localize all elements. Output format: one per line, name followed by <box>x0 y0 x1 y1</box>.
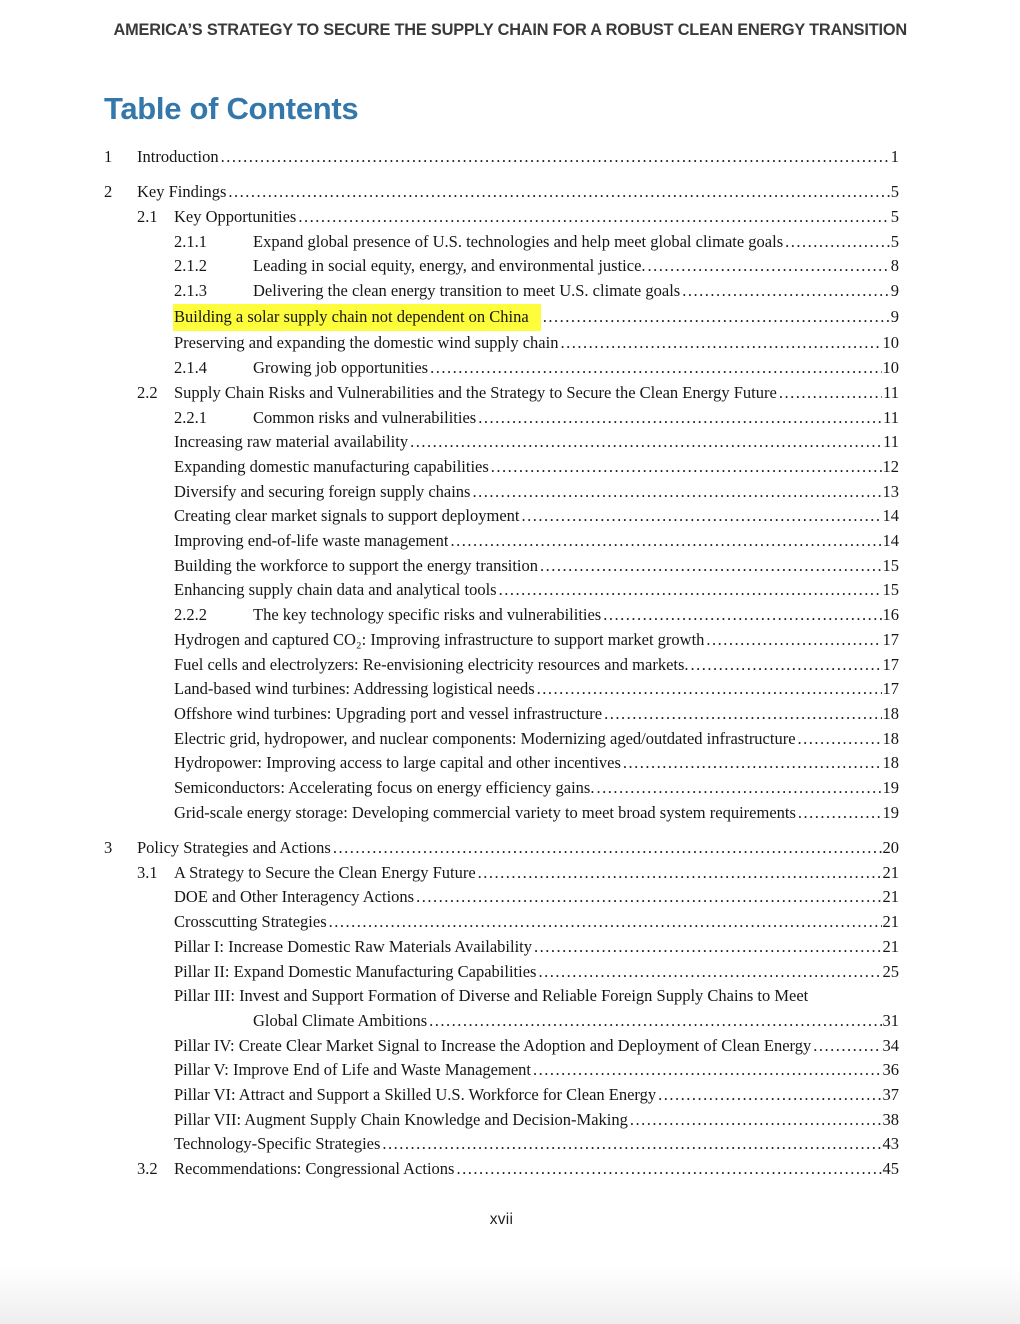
entry-number: 3.1 <box>137 862 158 882</box>
dot-leader <box>533 1058 882 1083</box>
entry-page: 8 <box>890 256 899 276</box>
page-footer <box>104 1211 899 1229</box>
entry-label: Enhancing supply chain data and analytical tools <box>174 580 497 600</box>
entry-page: 15 <box>882 555 899 575</box>
entry-page: 5 <box>890 182 899 202</box>
entry-label: Building the workforce to support the energy transition <box>174 555 538 575</box>
running-header <box>0 0 1020 40</box>
toc-entry[interactable] <box>104 480 899 505</box>
toc-entry[interactable] <box>104 603 899 628</box>
entry-label: The key technology specific risks and vulnerabilities <box>253 605 602 625</box>
entry-label: Supply Chain Risks and Vulnerabilities and the Strategy to Secure the Clean Energy Future <box>174 382 777 402</box>
entry-page: 9 <box>890 306 899 326</box>
entry-label: Expand global presence of U.S. technologies and help meet global climate goals <box>253 231 784 251</box>
toc-entry[interactable] <box>104 230 899 255</box>
entry-label: Common risks and vulnerabilities <box>253 407 477 427</box>
dot-leader <box>706 628 881 653</box>
entry-label: Hydrogen and captured CO₂: Improving infrastructure to support market growth <box>174 629 705 649</box>
toc-entry[interactable] <box>104 406 899 431</box>
dot-leader <box>596 776 881 801</box>
entry-label: Crosscutting Strategies <box>174 912 327 932</box>
entry-page: 18 <box>882 753 899 773</box>
entry-page: 16 <box>882 605 899 625</box>
toc-entry[interactable] <box>104 677 899 702</box>
dot-leader <box>522 504 882 529</box>
dot-leader <box>623 751 882 776</box>
dot-leader <box>450 529 881 554</box>
dot-leader <box>429 1009 881 1034</box>
entry-page: 45 <box>882 1159 899 1179</box>
entry-page: 12 <box>882 456 899 476</box>
dot-leader <box>603 603 881 628</box>
entry-label: Pillar III: Invest and Support Formation of Diverse and Reliable Foreign Supply Chains to Meet <box>174 986 809 1006</box>
toc-entry[interactable] <box>104 205 899 230</box>
entry-number: 1 <box>104 147 113 166</box>
toc-entry[interactable] <box>104 145 899 170</box>
entry-label: Land-based wind turbines: Addressing logistical needs <box>174 679 535 699</box>
toc-entry[interactable] <box>104 529 899 554</box>
dot-leader <box>416 885 881 910</box>
entry-page: 34 <box>882 1035 899 1055</box>
toc-entry[interactable] <box>104 554 899 579</box>
dot-leader <box>382 1132 881 1157</box>
toc-entry[interactable] <box>104 304 899 332</box>
toc-entry[interactable] <box>104 861 899 886</box>
entry-page: 5 <box>890 231 899 251</box>
toc-entry[interactable] <box>104 751 899 776</box>
entry-page: 11 <box>883 432 899 452</box>
entry-label: Pillar VI: Attract and Support a Skilled U.S. Workforce for Clean Energy <box>174 1085 657 1105</box>
entry-label: Pillar VII: Augment Supply Chain Knowledge and Decision-Making <box>174 1109 628 1129</box>
dot-leader <box>298 205 889 230</box>
toc-entry[interactable] <box>104 628 899 653</box>
entry-page: 21 <box>882 912 899 932</box>
toc-entry[interactable] <box>104 1083 899 1108</box>
entry-label: Expanding domestic manufacturing capabilities <box>174 456 489 476</box>
entry-label: Pillar IV: Create Clear Market Signal to Increase the Adoption and Deployment of Clean Energy <box>174 1035 812 1055</box>
toc-entry[interactable] <box>104 180 899 205</box>
toc-entry[interactable] <box>104 776 899 801</box>
entry-page: 10 <box>882 358 899 378</box>
entry-page: 11 <box>883 382 899 402</box>
dot-leader <box>543 305 890 330</box>
entry-label: Technology-Specific Strategies <box>174 1134 381 1154</box>
entry-page: 17 <box>882 629 899 649</box>
entry-page: 21 <box>882 887 899 907</box>
entry-page: 36 <box>882 1060 899 1080</box>
entry-number: 2.2 <box>137 382 158 402</box>
entry-page: 10 <box>882 333 899 353</box>
entry-label: Introduction <box>137 147 219 166</box>
toc-entry[interactable] <box>104 836 899 861</box>
entry-label: Fuel cells and electrolyzers: Re-envisioning electricity resources and markets. <box>174 654 689 674</box>
toc-entry[interactable] <box>104 653 899 678</box>
entry-label: Semiconductors: Accelerating focus on energy efficiency gains. <box>174 778 595 798</box>
entry-page: 19 <box>882 802 899 822</box>
dot-leader <box>491 455 882 480</box>
entry-number: 2 <box>104 182 113 202</box>
entry-label: Hydropower: Improving access to large capital and other incentives <box>174 753 621 773</box>
entry-page: 19 <box>882 778 899 798</box>
entry-number: 2.2.1 <box>174 407 207 427</box>
footer-page-number: xvii <box>489 1210 514 1228</box>
entry-label: Preserving and expanding the domestic wind supply chain <box>174 333 559 353</box>
entry-label: Policy Strategies and Actions <box>137 837 331 857</box>
entry-label: Pillar I: Increase Domestic Raw Materials Availability <box>174 936 533 956</box>
dot-leader <box>630 1108 882 1133</box>
toc-entry[interactable] <box>104 885 899 910</box>
entry-label: DOE and Other Interagency Actions <box>174 887 415 907</box>
dot-leader <box>798 801 882 826</box>
dot-leader <box>329 910 882 935</box>
dot-leader <box>604 702 881 727</box>
entry-number: 2.1.2 <box>174 256 207 276</box>
dot-leader <box>813 1034 881 1059</box>
toc-entry[interactable] <box>104 254 899 279</box>
toc-entry[interactable] <box>104 455 899 480</box>
entry-page: 21 <box>882 862 899 882</box>
dot-leader <box>658 1083 881 1108</box>
entry-page: 13 <box>882 481 899 501</box>
entry-page: 9 <box>890 281 899 301</box>
entry-label: Diversify and securing foreign supply chains <box>174 481 471 501</box>
dot-leader <box>779 381 882 406</box>
toc-list <box>104 145 899 1182</box>
entry-page: 17 <box>882 679 899 699</box>
toc-entry[interactable] <box>104 1058 899 1083</box>
entry-number: 2.1.4 <box>174 358 207 378</box>
entry-label: Global Climate Ambitions <box>253 1010 428 1030</box>
entry-number: 2.2.2 <box>174 605 207 625</box>
entry-number: 2.1.3 <box>174 281 207 301</box>
entry-label: Increasing raw material availability <box>174 432 409 452</box>
entry-label: Grid-scale energy storage: Developing commercial variety to meet broad system requirements <box>174 802 796 822</box>
dot-leader <box>478 406 882 431</box>
entry-page: 18 <box>882 728 899 748</box>
entry-label: Building a solar supply chain not dependent on China <box>173 304 541 332</box>
toc-entry[interactable] <box>104 578 899 603</box>
toc-entry[interactable] <box>104 430 899 455</box>
entry-page: 31 <box>882 1010 899 1030</box>
page-title: Table of Contents <box>104 91 359 126</box>
toc-entry[interactable] <box>104 504 899 529</box>
entry-number: 2.1 <box>137 206 158 226</box>
dot-leader <box>538 960 881 985</box>
dot-leader <box>682 279 890 304</box>
dot-leader <box>785 230 890 255</box>
dot-leader <box>456 1157 881 1182</box>
entry-label: A Strategy to Secure the Clean Energy Future <box>174 862 476 882</box>
entry-number: 2.1.1 <box>174 231 207 251</box>
entry-label: Electric grid, hydropower, and nuclear components: Modernizing aged/outdated infrastructure <box>174 728 796 748</box>
entry-number: 3 <box>104 837 113 857</box>
toc-entry[interactable] <box>104 910 899 935</box>
dot-leader <box>534 935 881 960</box>
toc-entry[interactable] <box>104 1009 899 1034</box>
entry-page: 37 <box>882 1085 899 1105</box>
entry-label: Leading in social equity, energy, and environmental justice. <box>253 256 646 276</box>
entry-page: 21 <box>882 936 899 956</box>
entry-page: 43 <box>882 1134 899 1154</box>
entry-label: Key Opportunities <box>174 206 297 226</box>
toc-entry[interactable] <box>104 356 899 381</box>
entry-page: 14 <box>882 506 899 526</box>
entry-page: 20 <box>882 837 899 857</box>
dot-leader <box>478 861 882 886</box>
entry-label: Pillar II: Expand Domestic Manufacturing Capabilities <box>174 961 537 981</box>
entry-page: 17 <box>882 654 899 674</box>
dot-leader <box>410 430 882 455</box>
toc-entry[interactable] <box>104 1034 899 1059</box>
entry-page: 18 <box>882 703 899 723</box>
dot-leader <box>333 836 882 861</box>
entry-label: Creating clear market signals to support deployment <box>174 506 520 526</box>
entry-label: Improving end-of-life waste management <box>174 531 449 551</box>
dot-leader <box>537 677 882 702</box>
toc-entry[interactable] <box>104 1132 899 1157</box>
dot-leader <box>691 653 882 678</box>
entry-page: 38 <box>882 1109 899 1129</box>
toc-entry[interactable] <box>104 960 899 985</box>
toc-entry[interactable] <box>104 381 899 406</box>
entry-label: Recommendations: Congressional Actions <box>174 1159 455 1179</box>
dot-leader <box>798 727 882 752</box>
toc-entry[interactable] <box>104 801 899 826</box>
entry-page: 15 <box>882 580 899 600</box>
dot-leader <box>560 331 881 356</box>
entry-page: 25 <box>882 961 899 981</box>
entry-page: 1 <box>890 147 899 166</box>
entry-label: Delivering the clean energy transition to meet U.S. climate goals <box>253 281 681 301</box>
toc-entry[interactable] <box>104 331 899 356</box>
toc-entry[interactable] <box>104 984 899 1009</box>
toc-entry[interactable] <box>104 1157 899 1182</box>
entry-label: Pillar V: Improve End of Life and Waste Management <box>174 1060 531 1080</box>
toc-entry[interactable] <box>104 279 899 304</box>
entry-label: Growing job opportunities <box>253 358 429 378</box>
dot-leader <box>540 554 882 579</box>
entry-label: Key Findings <box>137 182 227 202</box>
dot-leader <box>228 180 889 205</box>
dot-leader <box>648 254 890 279</box>
toc-entry[interactable] <box>104 702 899 727</box>
entry-page: 5 <box>890 206 899 226</box>
toc-entry[interactable] <box>104 1108 899 1133</box>
running-header-text: AMERICA’S STRATEGY TO SECURE THE SUPPLY CHAIN FOR A ROBUST CLEAN ENERGY TRANSITION <box>113 20 907 39</box>
page-content <box>104 92 899 1229</box>
dot-leader <box>472 480 881 505</box>
dot-leader <box>499 578 882 603</box>
entry-page: 14 <box>882 531 899 551</box>
dot-leader <box>221 145 890 170</box>
entry-label: Offshore wind turbines: Upgrading port and vessel infrastructure <box>174 703 603 723</box>
entry-page: 11 <box>883 407 899 427</box>
toc-entry[interactable] <box>104 935 899 960</box>
toc-entry[interactable] <box>104 727 899 752</box>
entry-number: 3.2 <box>137 1159 158 1179</box>
dot-leader <box>430 356 881 381</box>
